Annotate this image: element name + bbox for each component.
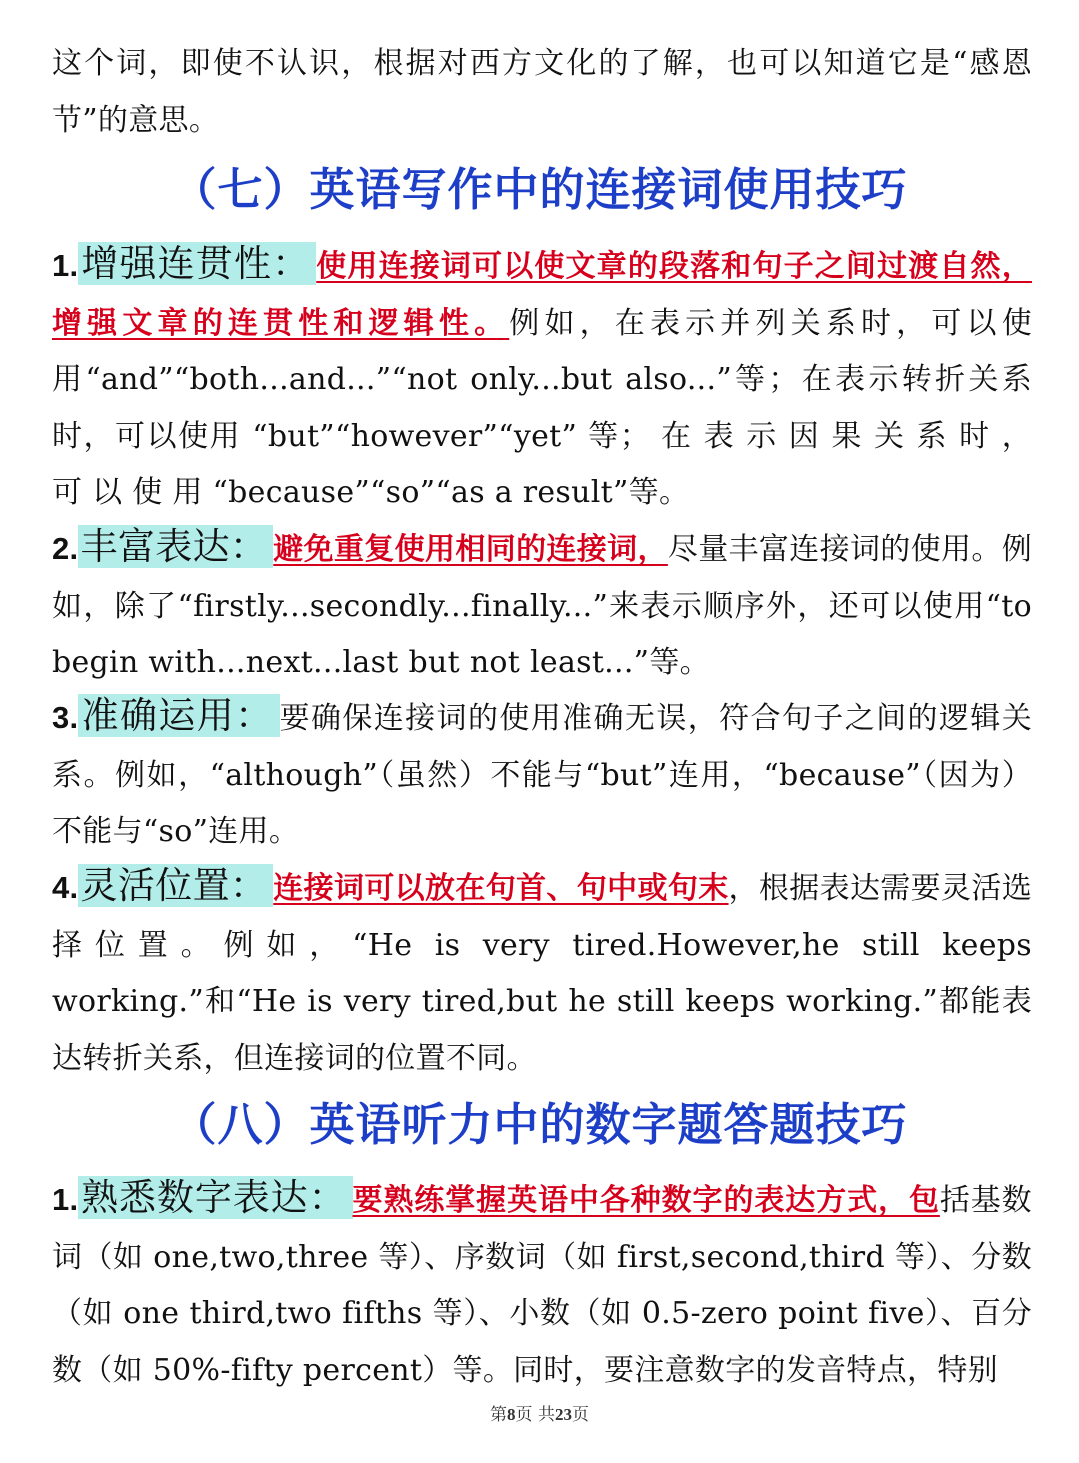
section-7-item-1 <box>52 236 1032 522</box>
footer-pre: 第 <box>490 1405 508 1425</box>
item-colon: ： <box>308 1176 347 1219</box>
item-colon: ： <box>235 694 274 737</box>
page-footer <box>0 1400 1079 1425</box>
section-8-item-1 <box>52 1170 1032 1399</box>
item-label: 丰富表达 <box>80 525 230 568</box>
section-8-title: （八）英语听力中的数字题答题技巧 <box>171 1098 908 1151</box>
item-colon: ： <box>229 864 268 907</box>
item-number: 3. <box>52 700 79 735</box>
item-emphasis: 使用连接词可以使文章的段落和句子之间过渡自然，增强文章的连贯性和逻辑性。 <box>52 249 1032 341</box>
item-label: 熟悉数字表达 <box>80 1176 309 1219</box>
item-label: 准确运用 <box>80 694 236 737</box>
section-7-item-3 <box>52 688 1032 861</box>
item-text: ，根据表达需要灵活选择位置。例如，“He is very tired.However,he still keeps working.”和“He is very tired,but he still keeps working.”都能表达转折关系，但连接词的位置不同。 <box>52 871 1033 1076</box>
item-emphasis: 避免重复使用相同的连接词， <box>273 532 668 567</box>
intro-text: 这个词，即使不认识，根据对西方文化的了解，也可以知道它是“感恩节”的意思。 <box>52 46 1032 138</box>
item-label-highlight <box>78 525 273 568</box>
item-colon: ： <box>229 525 268 568</box>
item-number: 1. <box>52 248 79 283</box>
item-text: 例如，在表示并列关系时，可以使用“and”“both...and...”“not only...but also...”等；在表示转折关系时，可以使用 “but”“however”“yet” 等； 在 表 示 因 果 关 系 时 ， 可 以 使 用 “because”“so”“as a result”等。 <box>52 305 1032 510</box>
footer-page-number: 8 <box>507 1405 516 1424</box>
item-label-highlight <box>78 1176 352 1219</box>
item-text: 要确保连接词的使用准确无误，符合句子之间的逻辑关系。例如，“although”（虽然）不能与“but”连用，“because”（因为）不能与“so”连用。 <box>52 701 1032 849</box>
section-7-title: （七）英语写作中的连接词使用技巧 <box>171 163 908 216</box>
item-label: 灵活位置 <box>80 864 230 907</box>
item-text: 括基数词（如 one,two,three 等）、序数词（如 first,second,third 等）、分数（如 one third,two fifths 等）、小数（如 0.5-zero point five）、百分数（如 50%-fifty percent）等。同时，要注意数字的发音特点，特别 <box>52 1183 1032 1388</box>
item-label-highlight <box>78 694 279 737</box>
item-label-highlight <box>78 242 316 285</box>
item-emphasis: 要熟练掌握英语中各种数字的表达方式，包 <box>352 1183 940 1218</box>
section-7-item-2 <box>52 519 1032 692</box>
item-number: 2. <box>52 531 79 566</box>
item-label-highlight <box>78 864 273 907</box>
item-colon: ： <box>272 242 311 285</box>
footer-mid: 页 共 <box>515 1405 555 1425</box>
intro-paragraph <box>52 36 1032 149</box>
footer-total-pages: 23 <box>554 1405 572 1424</box>
item-number: 1. <box>52 1182 79 1217</box>
footer-post: 页 <box>571 1405 589 1425</box>
item-text: 尽量丰富连接词的使用。例如，除了“firstly...secondly...finally...”来表示顺序外，还可以使用“to begin with...next...last but not least...”等。 <box>52 532 1032 680</box>
item-emphasis: 连接词可以放在句首、句中或句末 <box>273 871 729 906</box>
item-number: 4. <box>52 870 79 905</box>
section-7-item-4 <box>52 858 1032 1087</box>
item-label: 增强连贯性 <box>80 242 273 285</box>
